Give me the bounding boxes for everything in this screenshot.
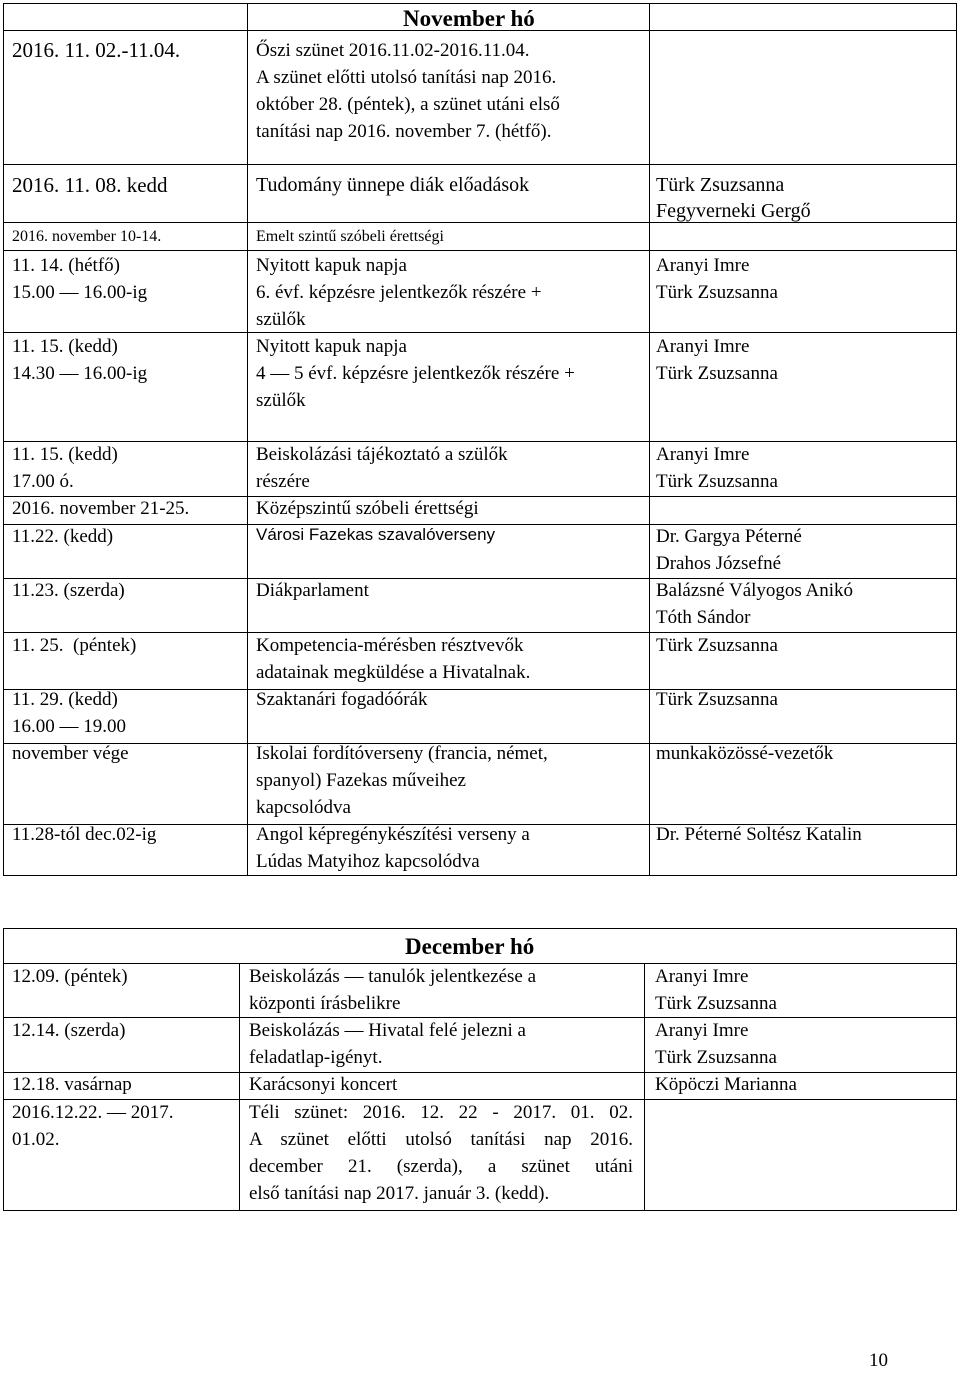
event-cell: Emelt szintű szóbeli érettségi [256,228,444,245]
date-cell: 2016. november 10-14. [12,228,162,245]
event-cell: Őszi szünet 2016.11.02-2016.11.04. [256,40,530,61]
event-cell: Iskolai fordítóverseny (francia, német, [256,743,548,764]
event-cell: december 21. (szerda), a szünet utáni [249,1156,633,1177]
event-cell: Tudomány ünnepe diák előadások [256,174,530,196]
person-cell: Aranyi Imre [656,444,750,465]
event-cell: Diákparlament [256,580,369,601]
person-cell: Balázsné Vályogos Anikó [656,580,854,601]
event-cell: részére [256,471,310,492]
person-cell: Drahos Józsefné [656,553,782,574]
person-cell: Köpöczi Marianna [655,1074,797,1095]
date-cell: 2016.12.22. — 2017. [12,1102,174,1123]
page-number: 10 [869,1350,888,1371]
event-cell: 6. évf. képzésre jelentkezők részére + [256,282,542,303]
event-cell: Angol képregénykészítési verseny a [256,824,530,845]
person-cell: Tóth Sándor [656,607,751,628]
person-cell: Türk Zsuzsanna [656,282,778,303]
event-cell: A szünet előtti utolsó tanítási nap 2016. [249,1129,633,1150]
event-cell: 4 — 5 évf. képzésre jelentkezők részére + [256,363,575,384]
event-cell: kapcsolódva [256,797,351,818]
date-cell: 01.02. [12,1129,60,1150]
date-cell: 11. 15. (kedd) [12,336,118,357]
date-cell: 12.18. vasárnap [12,1074,132,1095]
event-cell: Beiskolázás — tanulók jelentkezése a [249,966,537,987]
event-cell: feladatlap-igényt. [249,1047,383,1068]
event-cell: spanyol) Fazekas műveihez [256,770,466,791]
event-cell: Városi Fazekas szavalóverseny [256,525,496,544]
event-cell: szülők [256,309,306,330]
person-cell: Türk Zsuzsanna [656,174,785,196]
date-cell: 11. 25. (péntek) [12,635,137,656]
event-cell: Beiskolázási tájékoztató a szülők [256,444,508,465]
event-cell: Beiskolázás — Hivatal felé jelezni a [249,1020,526,1041]
date-cell: 12.09. (péntek) [12,966,128,987]
person-cell: Türk Zsuzsanna [656,635,778,656]
date-cell: 2016. november 21-25. [12,498,190,519]
column-divider [239,963,240,1210]
date-cell: 16.00 — 19.00 [12,716,126,737]
date-cell: 11.28-tól dec.02-ig [12,824,157,845]
person-cell: Aranyi Imre [656,336,750,357]
row-divider [4,1072,956,1073]
person-cell: Türk Zsuzsanna [656,471,778,492]
event-cell: Középszintű szóbeli érettségi [256,498,479,519]
date-cell: 2016. 11. 08. kedd [12,173,168,197]
date-cell: 11.23. (szerda) [12,580,125,601]
date-cell: 11. 14. (hétfő) [12,255,120,276]
date-cell: 11. 15. (kedd) [12,444,118,465]
event-cell: Kompetencia-mérésben résztvevők [256,635,524,656]
date-cell: 17.00 ó. [12,471,74,492]
person-cell: Türk Zsuzsanna [655,993,777,1014]
date-cell: 12.14. (szerda) [12,1020,126,1041]
date-cell: 2016. 11. 02.-11.04. [12,38,181,62]
event-cell: központi írásbelikre [249,993,401,1014]
person-cell: Dr. Péterné Soltész Katalin [656,824,862,845]
event-cell: Téli szünet: 2016. 12. 22 - 2017. 01. 02. [249,1102,633,1123]
column-divider [644,963,645,1210]
person-cell: Aranyi Imre [655,1020,749,1041]
person-cell: Türk Zsuzsanna [656,689,778,710]
date-cell: 15.00 — 16.00-ig [12,282,148,303]
row-divider [4,250,956,251]
event-cell: A szünet előtti utolsó tanítási nap 2016. [256,67,557,88]
event-cell: Nyitott kapuk napja [256,336,407,357]
event-cell: Szaktanári fogadóórák [256,689,428,710]
event-cell: Lúdas Matyihoz kapcsolódva [256,851,480,872]
date-cell: 11.22. (kedd) [12,526,114,547]
column-divider [247,4,248,875]
event-cell: adatainak megküldése a Hivatalnak. [256,662,531,683]
person-cell: Türk Zsuzsanna [656,363,778,384]
date-cell: november vége [12,743,129,764]
december-title: December hó [405,934,535,959]
november-title: November hó [403,6,535,31]
row-divider [4,164,956,165]
date-cell: 14.30 — 16.00-ig [12,363,148,384]
person-cell: Türk Zsuzsanna [655,1047,777,1068]
date-cell: 11. 29. (kedd) [12,689,118,710]
person-cell: Fegyverneki Gergő [656,200,811,222]
event-cell: október 28. (péntek), a szünet utáni első [256,94,560,115]
person-cell: munkaközössé-vezetők [656,743,834,764]
person-cell: Aranyi Imre [656,255,750,276]
event-cell: szülők [256,390,306,411]
event-cell: Nyitott kapuk napja [256,255,407,276]
row-divider [4,689,956,690]
event-cell: első tanítási nap 2017. január 3. (kedd). [249,1183,550,1204]
person-cell: Dr. Gargya Péterné [656,526,802,547]
event-cell: tanítási nap 2016. november 7. (hétfő). [256,121,552,142]
row-divider [4,332,956,333]
column-divider [649,4,650,875]
person-cell: Aranyi Imre [655,966,749,987]
event-cell: Karácsonyi koncert [249,1074,398,1095]
